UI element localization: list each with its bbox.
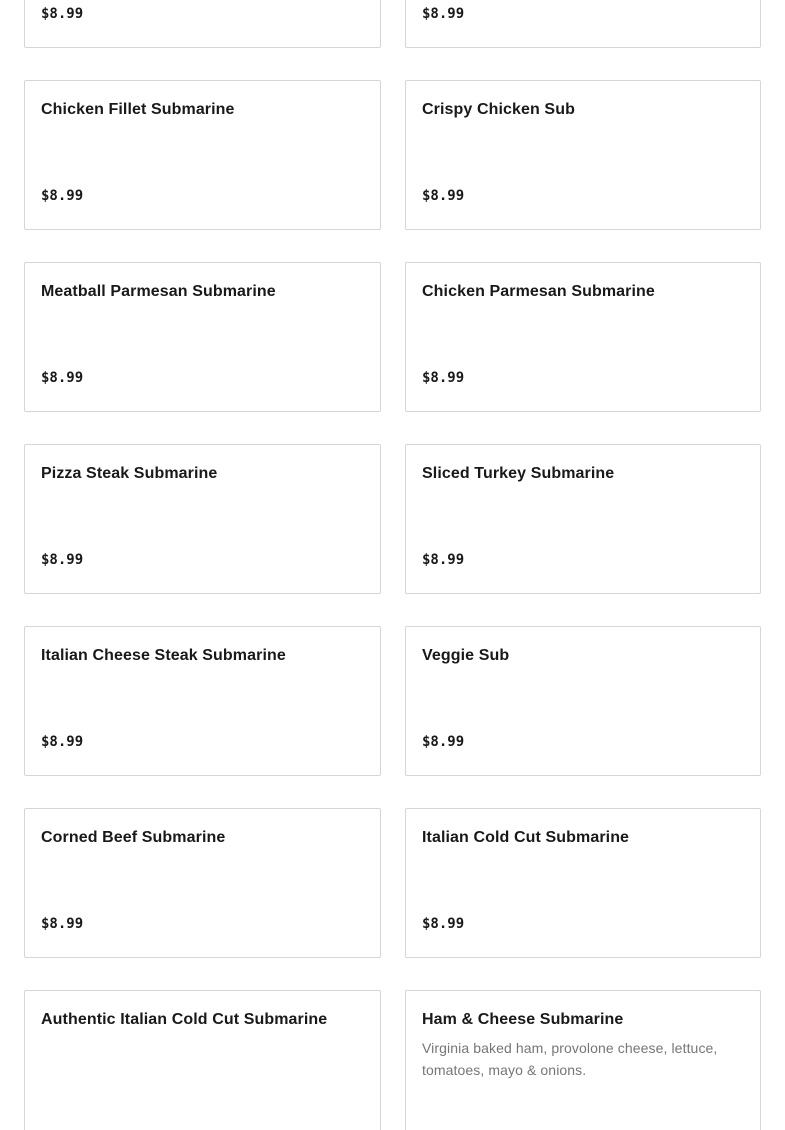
- menu-item-card-pizza-steak-submarine[interactable]: [24, 444, 381, 594]
- menu-item-card[interactable]: [405, 0, 761, 48]
- menu-item-price: $8.99: [41, 916, 84, 932]
- menu-item-name: Chicken Fillet Submarine: [41, 101, 235, 118]
- menu-item-card-crispy-chicken-sub[interactable]: [405, 80, 761, 230]
- menu-item-price: $8.99: [422, 6, 465, 22]
- menu-item-card-italian-cold-cut-submarine[interactable]: [405, 808, 761, 958]
- menu-item-name: Veggie Sub: [422, 647, 510, 664]
- menu-item-card-chicken-parmesan-submarine[interactable]: [405, 262, 761, 412]
- menu-item-name: Authentic Italian Cold Cut Submarine: [41, 1011, 328, 1028]
- menu-items-grid: [24, 0, 761, 1130]
- menu-item-price: $8.99: [41, 734, 84, 750]
- menu-item-card-veggie-sub[interactable]: [405, 626, 761, 776]
- menu-item-price: $8.99: [422, 916, 465, 932]
- menu-item-card-authentic-italian-cold-cut-submarine[interactable]: [24, 990, 381, 1130]
- menu-item-card-corned-beef-submarine[interactable]: [24, 808, 381, 958]
- menu-item-name: Italian Cold Cut Submarine: [422, 829, 630, 846]
- menu-item-card[interactable]: [24, 0, 381, 48]
- menu-item-name: Corned Beef Submarine: [41, 829, 226, 846]
- menu-item-card-ham-and-cheese-submarine[interactable]: [405, 990, 761, 1130]
- menu-item-price: $8.99: [41, 370, 84, 386]
- menu-item-price: $8.99: [41, 552, 84, 568]
- menu-item-price: $8.99: [422, 552, 465, 568]
- menu-item-card-chicken-fillet-submarine[interactable]: [24, 80, 381, 230]
- menu-item-name: Pizza Steak Submarine: [41, 465, 218, 482]
- menu-item-card-sliced-turkey-submarine[interactable]: [405, 444, 761, 594]
- menu-item-name: Italian Cheese Steak Submarine: [41, 647, 286, 664]
- menu-item-name: Ham & Cheese Submarine: [422, 1011, 624, 1028]
- menu-item-price: $8.99: [422, 188, 465, 204]
- menu-item-card-meatball-parmesan-submarine[interactable]: [24, 262, 381, 412]
- menu-item-price: $8.99: [41, 188, 84, 204]
- menu-item-name: Sliced Turkey Submarine: [422, 465, 615, 482]
- menu-item-price: $8.99: [41, 6, 84, 22]
- menu-item-name: Chicken Parmesan Submarine: [422, 283, 655, 300]
- menu-item-price: $8.99: [422, 370, 465, 386]
- menu-item-name: Meatball Parmesan Submarine: [41, 283, 276, 300]
- menu-item-price: $8.99: [422, 734, 465, 750]
- menu-item-name: Crispy Chicken Sub: [422, 101, 575, 118]
- menu-item-card-italian-cheese-steak-submarine[interactable]: [24, 626, 381, 776]
- menu-item-description: Virginia baked ham, provolone cheese, lettuce, tomatoes, mayo & onions.: [422, 1040, 718, 1078]
